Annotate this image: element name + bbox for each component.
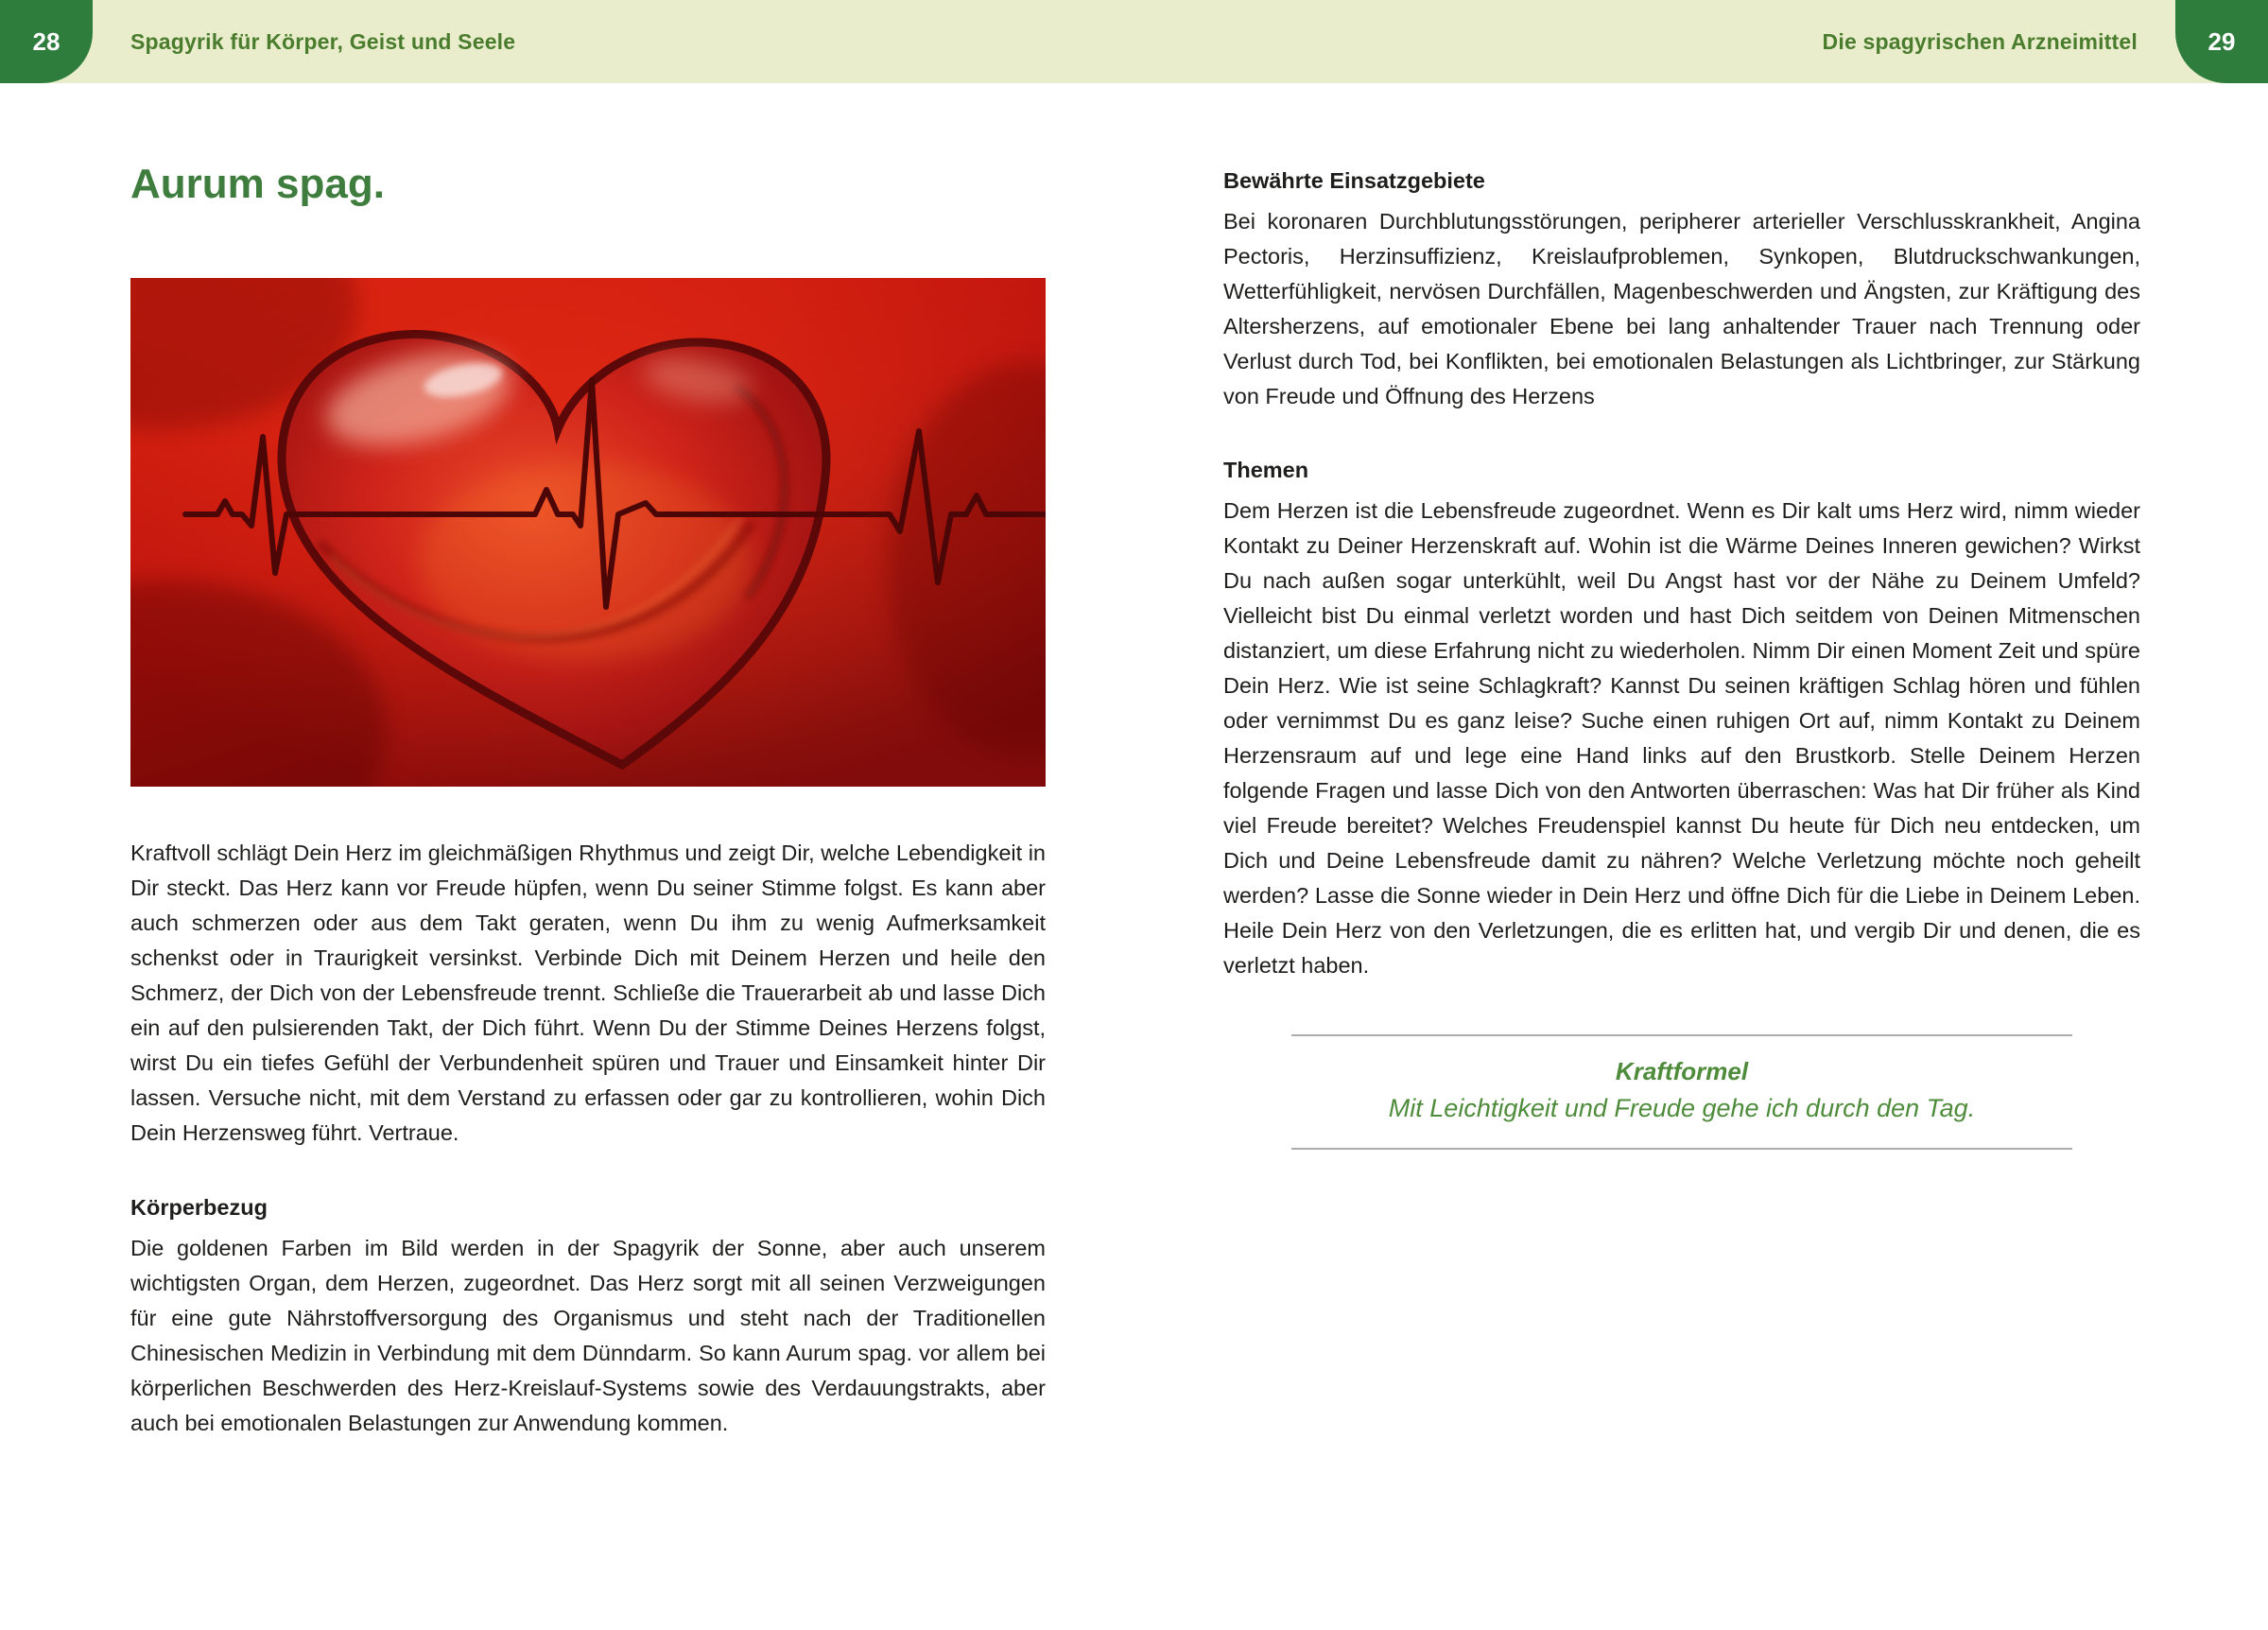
page-number-right: 29 <box>2207 26 2236 56</box>
section-body-einsatzgebiete: Bei koronaren Durchblutungsstörungen, peripherer arterieller Verschlusskrankheit, Angina Pectoris, Herzinsuffizienz, Kreislaufproblemen, Synkopen, Blutdruckschwankungen, Wetterfühligkeit, nervösen Durchfällen, Magenbeschwerden und Ängsten, zur Kräftigung des Altersherzens, auf emotionaler Ebene bei lang anhaltender Trauer nach Trennung oder Verlust durch Tod, bei Konflikten, bei emotionalen Belastungen als Lichtbringer, zur Stärkung von Freude und Öffnung des Herzens <box>1223 209 2140 408</box>
kraftformel-text: Mit Leichtigkeit und Freude gehe ich durch den Tag. <box>1388 1094 1976 1122</box>
running-head-left: Spagyrik für Körper, Geist und Seele <box>130 28 516 54</box>
section-heading-einsatzgebiete: Bewährte Einsatzgebiete <box>1223 168 1485 193</box>
page-number-tab-left <box>0 0 93 83</box>
page-number-tab-right <box>2175 0 2268 83</box>
section-body-themen: Dem Herzen ist die Lebensfreude zugeordnet. Wenn es Dir kalt ums Herz wird, nimm wieder Kontakt zu Deiner Herzenskraft auf. Wohin ist die Wärme Deines Inneren gewichen? Wirkst Du nach außen sogar unterkühlt, weil Du Angst hast vor der Nähe zu Deinem Umfeld? Vielleicht bist Du einmal verletzt worden und hast Dich seitdem von Deinen Mitmenschen distanziert, um diese Erfahrung nicht zu wiederholen. Nimm Dir einen Moment Zeit und spüre Dein Herz. Wie ist seine Schlagkraft? Kannst Du seinen kräftigen Schlag hören und fühlen oder vernimmst Du es ganz leise? Suche einen ruhigen Ort auf, nimm Kontakt zu Deinem Herzensraum auf und lege eine Hand links auf den Brustkorb. Stelle Deinem Herzen folgende Fragen und lasse Dich von den Antworten überraschen: Was hat Dir früher als Kind viel Freude bereitet? Welches Freudenspiel kannst Du heute für Dich neu entdecken, um Dich und Deine Lebensfreude damit zu nähren? Welche Verletzung möchte noch geheilt werden? Lasse die Sonne wieder in Dein Herz und öffne Dich für die Liebe in Deinem Leben. Heile Dein Herz von den Verletzungen, die es erlitten hat, und vergib Dir und denen, die es verletzt haben. <box>1223 498 2140 978</box>
page-header-band <box>0 0 2268 83</box>
heart-ecg-image <box>130 278 1046 787</box>
section-heading-themen: Themen <box>1223 458 1309 482</box>
article-title: Aurum spag. <box>130 161 385 207</box>
page-number-left: 28 <box>32 26 61 56</box>
intro-paragraph: Kraftvoll schlägt Dein Herz im gleichmäßigen Rhythmus und zeigt Dir, welche Lebendigkeit in Dir steckt. Das Herz kann vor Freude hüpfen, wenn Du seiner Stimme folgst. Es kann aber auch schmerzen oder aus dem Takt geraten, wenn Du ihm zu wenig Aufmerksamkeit schenkst oder in Traurigkeit versinkst. Verbinde Dich mit Deinem Herzen und heile den Schmerz, der Dich von der Lebensfreude trennt. Schließe die Trauerarbeit ab und lasse Dich ein auf den pulsierenden Takt, der Dich führt. Wenn Du der Stimme Deines Herzens folgst, wirst Du ein tiefes Gefühl der Verbundenheit spüren und Trauer und Einsamkeit hinter Dir lassen. Versuche nicht, mit dem Verstand zu erfassen oder gar zu kontrollieren, wohin Dich Dein Herzensweg führt. Vertraue. <box>130 841 1046 1145</box>
heart-ecg-graphic <box>130 278 1046 787</box>
kraftformel-box <box>1291 1034 2072 1150</box>
kraftformel-title: Kraftformel <box>1615 1057 1749 1085</box>
running-head-right: Die spagyrischen Arzneimittel <box>1822 28 2138 54</box>
section-body-koerperbezug: Die goldenen Farben im Bild werden in der Spagyrik der Sonne, aber auch unserem wichtigsten Organ, dem Herzen, zugeordnet. Das Herz sorgt mit all seinen Verzweigungen für eine gute Nährstoffversorgung des Organismus und steht nach der Traditionellen Chinesischen Medizin in Verbindung mit dem Dünndarm. So kann Aurum spag. vor allem bei körperlichen Beschwerden des Herz-Kreislauf-Systems sowie des Verdauungstrakts, aber auch bei emotionalen Belastungen zur Anwendung kommen. <box>130 1236 1046 1435</box>
section-heading-koerperbezug: Körperbezug <box>130 1195 268 1220</box>
